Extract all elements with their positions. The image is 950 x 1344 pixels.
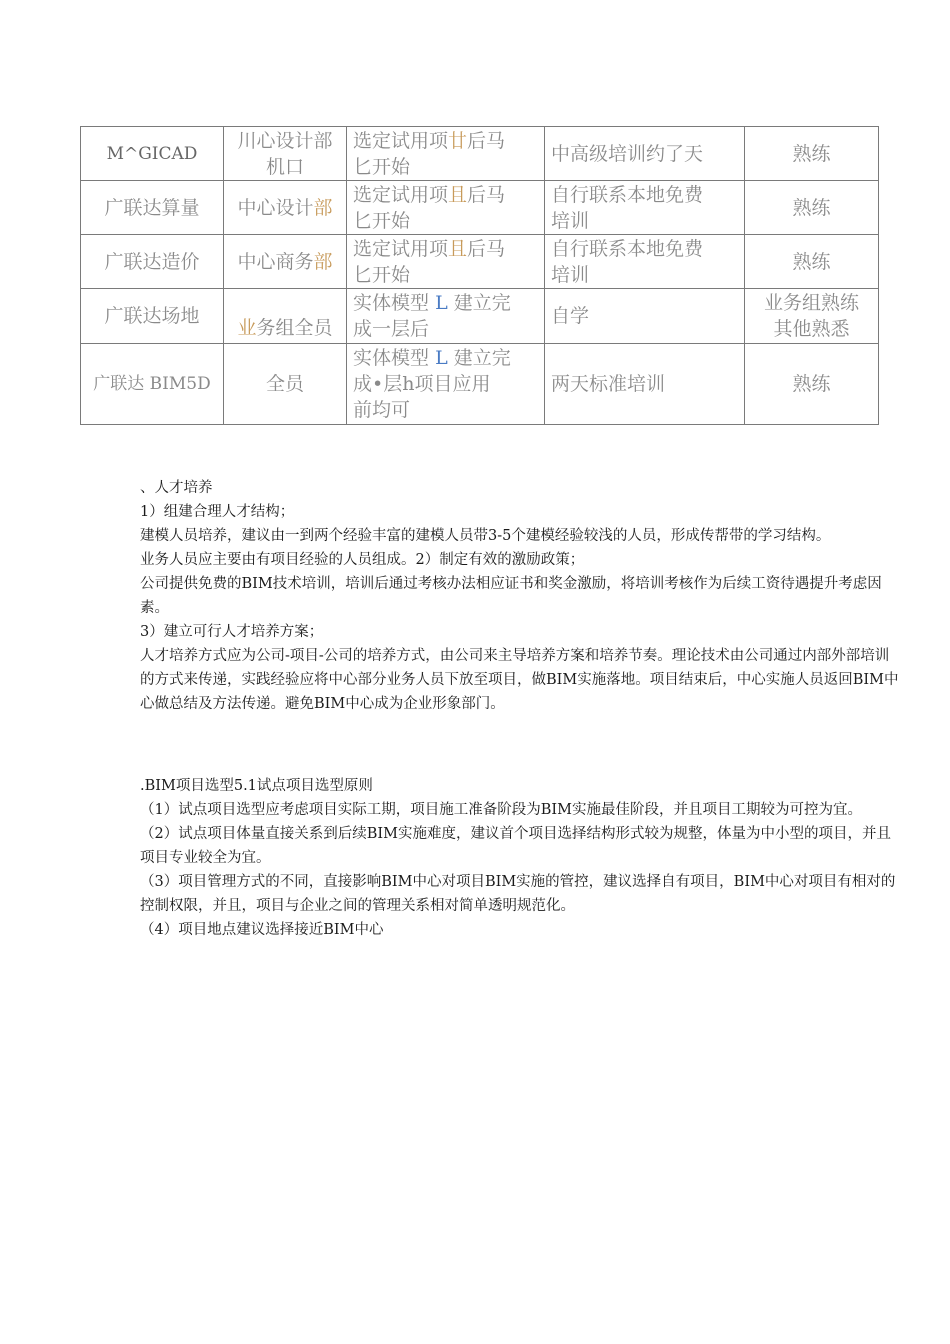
time-cell: 选定试用项且后马 匕开始 bbox=[347, 181, 545, 235]
paragraph: （2）试点项目体量直接关系到后续BIM实施难度，建议首个项目选择结构形式较为规整，体量为中小型的项目，并且项目专业较全为宜。 bbox=[140, 826, 891, 866]
paragraph: 业务人员应主要由有项目经验的人员组成。2）制定有效的激励政策； bbox=[140, 552, 585, 568]
section-heading: 、人才培养 bbox=[140, 480, 213, 496]
paragraph: （1）试点项目选型应考虑项目实际工期，项目施工准备阶段为BIM实施最佳阶段，并且项目工期较为可控为宜。 bbox=[140, 802, 862, 818]
time-cell: 实体模型 L 建立完 成一层后 bbox=[347, 289, 545, 344]
time-cell: 选定试用项且后马 匕开始 bbox=[347, 235, 545, 289]
paragraph: （4）项目地点建议选择接近BIM中心 bbox=[140, 922, 384, 938]
software-cell: 广联达算量 bbox=[81, 181, 224, 235]
training-cell: 自学 bbox=[545, 289, 745, 344]
requirement-cell: 业务组熟练 其他熟悉 bbox=[745, 289, 879, 344]
personnel-cell: 中心设计部 bbox=[224, 181, 347, 235]
software-cell: 广联达造价 bbox=[81, 235, 224, 289]
personnel-cell: 川心设计部 机口 bbox=[224, 127, 347, 181]
training-cell: 自行联系本地免费 培训 bbox=[545, 235, 745, 289]
table-row bbox=[81, 289, 879, 344]
paragraph: 建模人员培养，建议由一到两个经验丰富的建模人员带3-5个建模经验较浅的人员，形成传帮带的学习结构。 bbox=[140, 528, 831, 544]
personnel-cell: 业务组全员 bbox=[224, 289, 347, 344]
software-cell: M^GICAD bbox=[81, 127, 224, 181]
requirement-cell: 熟练 bbox=[745, 235, 879, 289]
table-row bbox=[81, 235, 879, 289]
requirement-cell: 熟练 bbox=[745, 127, 879, 181]
personnel-cell: 中心商务部 bbox=[224, 235, 347, 289]
time-cell: 选定试用项廿后马 匕开始 bbox=[347, 127, 545, 181]
time-cell: 实体模型 L 建立完 成•层h项目应用 前均可 bbox=[347, 344, 545, 425]
table-row bbox=[81, 127, 879, 181]
paragraph: 3）建立可行人才培养方案； bbox=[140, 624, 324, 640]
paragraph: 1）组建合理人才结构； bbox=[140, 504, 295, 520]
paragraph: 公司提供免费的BIM技术培训，培训后通过考核办法相应证书和奖金激励，将培训考核作为后续工资待遇提升考虑因素。 bbox=[140, 576, 882, 616]
personnel-cell: 全员 bbox=[224, 344, 347, 425]
section-bim-project-selection bbox=[140, 774, 900, 942]
table-row bbox=[81, 344, 879, 425]
training-cell: 自行联系本地免费 培训 bbox=[545, 181, 745, 235]
section-heading: .BIM项目选型5.1试点项目选型原则 bbox=[140, 778, 373, 794]
software-training-table bbox=[80, 126, 879, 425]
section-talent-training bbox=[140, 476, 900, 716]
software-cell: 广联达场地 bbox=[81, 289, 224, 344]
paragraph: 人才培养方式应为公司-项目-公司的培养方式，由公司来主导培养方案和培养节奏。理论技术由公司通过内部外部培训的方式来传递，实践经验应将中心部分业务人员下放至项目，做BIM实施落地。项目结束后，中心实施人员返回BIM中心做总结及方法传递。避免BIM中心成为企业形象部门。 bbox=[140, 648, 899, 712]
training-cell: 两天标准培训 bbox=[545, 344, 745, 425]
requirement-cell: 熟练 bbox=[745, 181, 879, 235]
table-row bbox=[81, 181, 879, 235]
training-cell: 中高级培训约了天 bbox=[545, 127, 745, 181]
requirement-cell: 熟练 bbox=[745, 344, 879, 425]
software-cell: 广联达 BIM5D bbox=[81, 344, 224, 425]
paragraph: （3）项目管理方式的不同，直接影响BIM中心对项目BIM实施的管控，建议选择自有项目，BIM中心对项目有相对的控制权限，并且，项目与企业之间的管理关系相对简单透明规范化。 bbox=[140, 874, 896, 914]
